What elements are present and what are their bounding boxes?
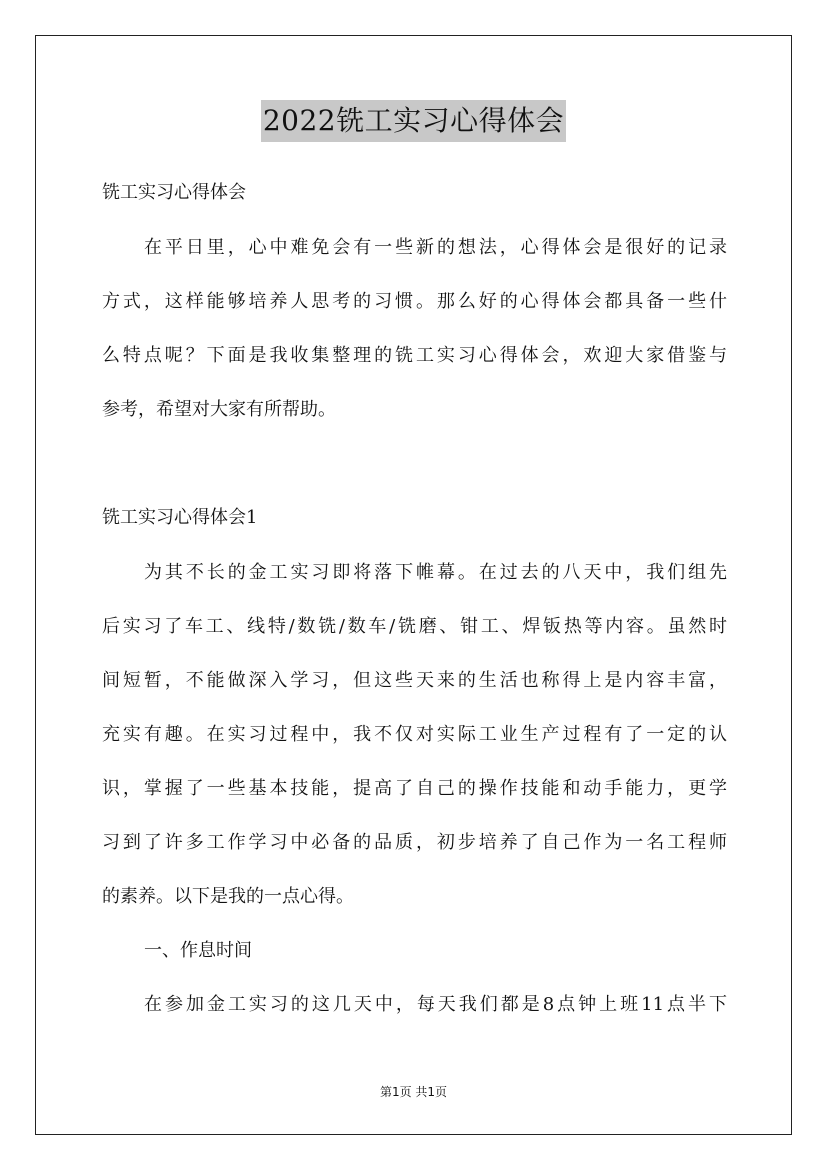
section1-line-2: 后实习了车工、线特/数铣/数车/铣磨、钳工、焊钣热等内容。虽然时 xyxy=(102,616,727,637)
intro-line-2: 方式，这样能够培养人思考的习惯。那么好的心得体会都具备一些什 xyxy=(102,291,727,312)
document-subtitle: 铣工实习心得体会 xyxy=(102,182,246,203)
title-container xyxy=(0,100,827,142)
section1-heading: 铣工实习心得体会1 xyxy=(102,507,258,528)
section1-line-3: 间短暂，不能做深入学习，但这些天来的生活也称得上是内容丰富， xyxy=(102,670,727,691)
intro-line-3: 么特点呢？下面是我收集整理的铣工实习心得体会，欢迎大家借鉴与 xyxy=(102,345,727,366)
section1-line-5: 识，掌握了一些基本技能，提高了自己的操作技能和动手能力，更学 xyxy=(102,778,727,799)
intro-line-1: 在平日里，心中难免会有一些新的想法，心得体会是很好的记录 xyxy=(144,237,727,258)
section1-line-1: 为其不长的金工实习即将落下帷幕。在过去的八天中，我们组先 xyxy=(144,562,727,583)
section1-line-7: 的素养。以下是我的一点心得。 xyxy=(102,886,354,907)
intro-line-4: 参考，希望对大家有所帮助。 xyxy=(102,399,336,420)
section1-line-4: 充实有趣。在实习过程中，我不仅对实际工业生产过程有了一定的认 xyxy=(102,724,727,745)
schedule-line-1: 在参加金工实习的这几天中，每天我们都是8点钟上班11点半下 xyxy=(144,994,727,1015)
subheading-schedule: 一、作息时间 xyxy=(144,940,252,961)
section1-line-6: 习到了许多工作学习中必备的品质，初步培养了自己作为一名工程师 xyxy=(102,832,727,853)
page-footer: 第1页 共1页 xyxy=(379,1085,448,1099)
document-title: 2022铣工实习心得体会 xyxy=(261,100,566,142)
